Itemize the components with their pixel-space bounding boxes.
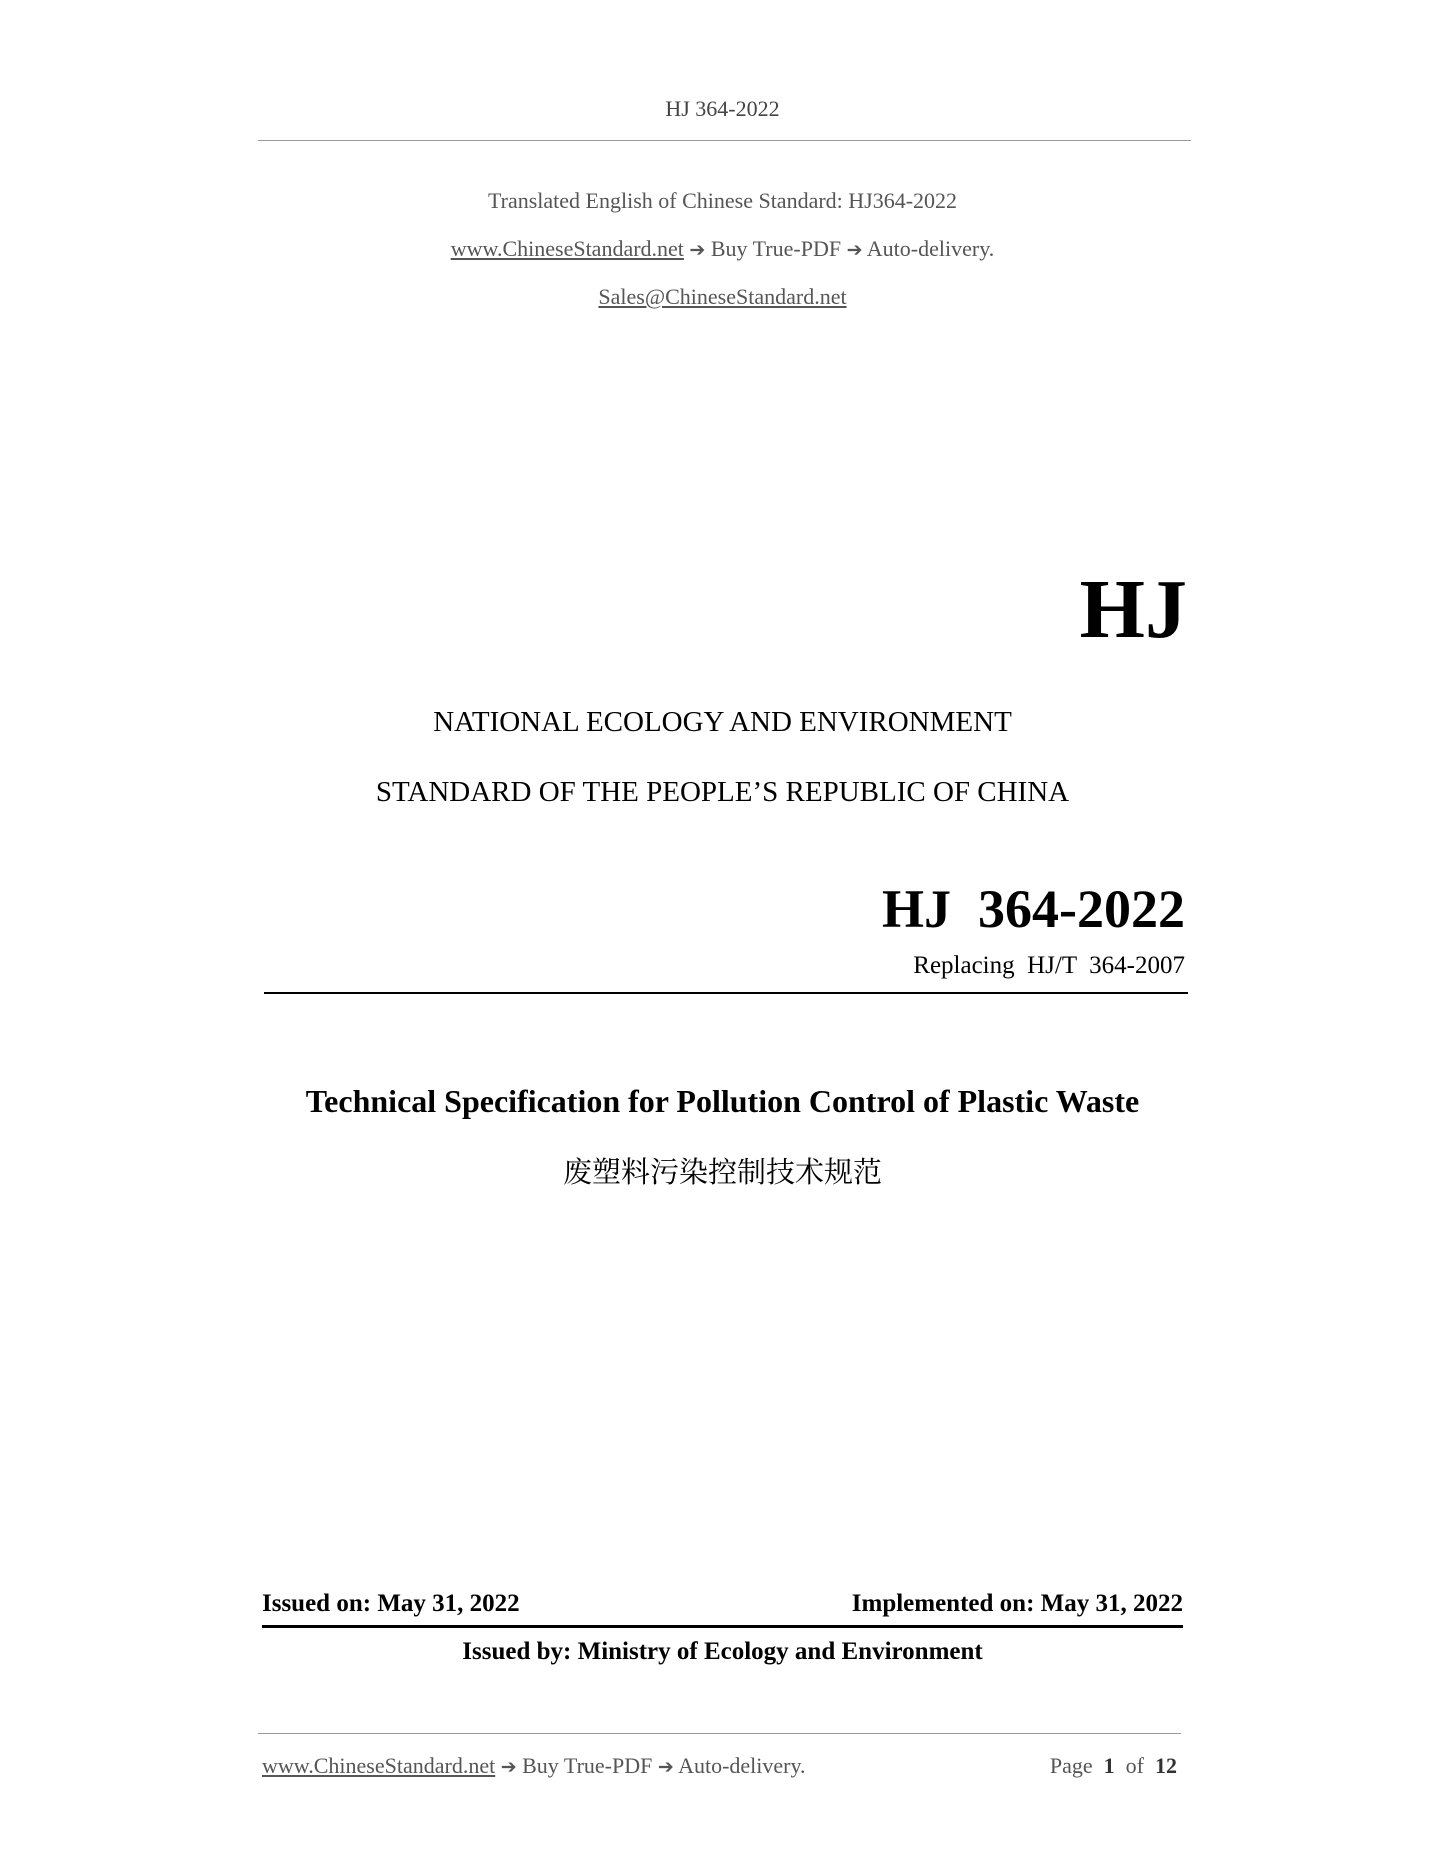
- delivery-text: Auto-delivery.: [866, 236, 995, 261]
- issued-on-date: Issued on: May 31, 2022: [262, 1590, 520, 1617]
- issue-divider: [262, 1625, 1183, 1628]
- replacing-note: Replacing HJ/T 364-2007: [913, 952, 1185, 979]
- of-label: of: [1125, 1753, 1144, 1778]
- document-title-en: Technical Specification for Pollution Control of Plastic Waste: [305, 1083, 1140, 1119]
- buy-text: Buy True-PDF: [710, 236, 842, 261]
- organization-line-1: NATIONAL ECOLOGY AND ENVIRONMENT: [433, 706, 1012, 738]
- issuing-authority: Issued by: Ministry of Ecology and Environment: [462, 1638, 983, 1665]
- page-total: 12: [1155, 1753, 1177, 1778]
- standard-number: HJ 364-2022: [882, 879, 1185, 939]
- email-line: [0, 284, 1445, 310]
- purchase-notice: [0, 236, 1445, 262]
- site-link[interactable]: www.ChineseStandard.net: [450, 236, 684, 261]
- arrow-right-icon: ➔: [689, 239, 706, 261]
- standard-divider: [264, 992, 1188, 994]
- arrow-right-icon: ➔: [500, 1756, 517, 1778]
- document-title-zh: 废塑料污染控制技术规范: [562, 1155, 882, 1189]
- arrow-right-icon: ➔: [657, 1756, 674, 1778]
- series-mark: HJ: [1079, 563, 1187, 656]
- email-link[interactable]: Sales@ChineseStandard.net: [598, 284, 847, 309]
- header-divider: [258, 140, 1191, 141]
- footer-delivery-text: Auto-delivery.: [678, 1753, 806, 1778]
- page-number: 1: [1103, 1753, 1115, 1778]
- footer-buy-text: Buy True-PDF: [522, 1753, 653, 1778]
- footer-divider: [258, 1733, 1181, 1734]
- footer-purchase-notice: [262, 1753, 806, 1779]
- translation-notice: Translated English of Chinese Standard: HJ364-2022: [487, 188, 958, 213]
- page-label: Page: [1049, 1753, 1093, 1778]
- running-header: HJ 364-2022: [665, 96, 780, 121]
- footer-site-link[interactable]: www.ChineseStandard.net: [262, 1753, 496, 1778]
- implemented-on-date: Implemented on: May 31, 2022: [851, 1590, 1183, 1617]
- arrow-right-icon: ➔: [846, 239, 863, 261]
- page-indicator: [1050, 1753, 1177, 1779]
- organization-line-2: STANDARD OF THE PEOPLE’S REPUBLIC OF CHINA: [375, 776, 1070, 808]
